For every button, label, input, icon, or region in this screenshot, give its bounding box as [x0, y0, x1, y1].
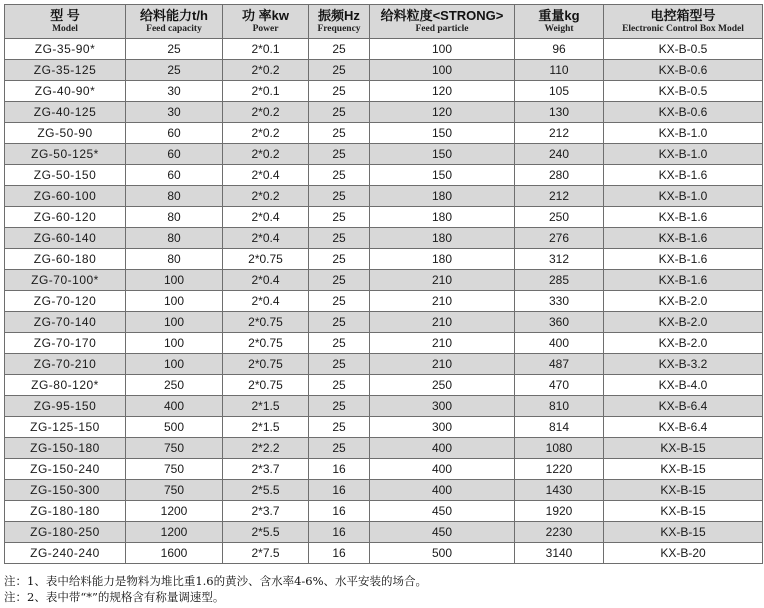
cell-power: 2*1.5 [223, 396, 309, 417]
header-weight-zh: 重量kg [538, 8, 580, 23]
cell-feed-particle: 450 [370, 522, 515, 543]
cell-weight: 105 [515, 81, 604, 102]
cell-model: ZG-180-250 [5, 522, 126, 543]
cell-power: 2*0.75 [223, 312, 309, 333]
cell-feed-particle: 120 [370, 102, 515, 123]
cell-feed-particle: 210 [370, 270, 515, 291]
cell-control-box-model: KX-B-15 [604, 459, 763, 480]
header-feed-capacity-en: Feed capacity [146, 24, 202, 34]
table-row [5, 165, 763, 186]
cell-frequency: 25 [309, 60, 370, 81]
table-row [5, 375, 763, 396]
cell-feed-particle: 180 [370, 207, 515, 228]
table-row [5, 354, 763, 375]
footnote-1: 注：1、表中给料能力是物料为堆比重1.6的黄沙、含水率4-6%、水平安装的场合。 [4, 574, 428, 588]
cell-frequency: 25 [309, 249, 370, 270]
header-row [5, 5, 763, 39]
cell-model: ZG-50-90 [5, 123, 126, 144]
cell-model: ZG-150-240 [5, 459, 126, 480]
cell-power: 2*5.5 [223, 480, 309, 501]
cell-model: ZG-35-125 [5, 60, 126, 81]
cell-feed-capacity: 80 [126, 207, 223, 228]
cell-power: 2*3.7 [223, 459, 309, 480]
cell-weight: 110 [515, 60, 604, 81]
cell-control-box-model: KX-B-3.2 [604, 354, 763, 375]
cell-power: 2*0.75 [223, 249, 309, 270]
cell-frequency: 25 [309, 291, 370, 312]
cell-feed-particle: 150 [370, 165, 515, 186]
cell-model: ZG-70-120 [5, 291, 126, 312]
cell-control-box-model: KX-B-1.0 [604, 123, 763, 144]
footnote-2: 注：2、表中带“*”的规格含有称量调速型。 [4, 590, 225, 604]
cell-frequency: 25 [309, 144, 370, 165]
header-model [5, 5, 126, 39]
cell-weight: 130 [515, 102, 604, 123]
cell-weight: 470 [515, 375, 604, 396]
cell-model: ZG-60-120 [5, 207, 126, 228]
cell-feed-capacity: 500 [126, 417, 223, 438]
cell-model: ZG-50-125* [5, 144, 126, 165]
cell-model: ZG-70-140 [5, 312, 126, 333]
cell-control-box-model: KX-B-15 [604, 480, 763, 501]
header-power-en: Power [252, 24, 279, 34]
header-feed-particle [370, 5, 515, 39]
cell-feed-capacity: 25 [126, 39, 223, 60]
header-feed-capacity [126, 5, 223, 39]
cell-weight: 96 [515, 39, 604, 60]
cell-frequency: 16 [309, 501, 370, 522]
cell-feed-capacity: 100 [126, 354, 223, 375]
cell-power: 2*0.4 [223, 207, 309, 228]
cell-model: ZG-60-180 [5, 249, 126, 270]
cell-model: ZG-35-90* [5, 39, 126, 60]
table-row [5, 417, 763, 438]
cell-control-box-model: KX-B-15 [604, 522, 763, 543]
cell-weight: 3140 [515, 543, 604, 564]
table-row [5, 396, 763, 417]
header-feed-capacity-zh: 给料能力t/h [140, 8, 208, 23]
cell-power: 2*0.4 [223, 165, 309, 186]
cell-control-box-model: KX-B-0.5 [604, 39, 763, 60]
cell-weight: 360 [515, 312, 604, 333]
cell-weight: 330 [515, 291, 604, 312]
header-weight-en: Weight [544, 24, 574, 34]
cell-weight: 810 [515, 396, 604, 417]
header-weight [515, 5, 604, 39]
cell-feed-capacity: 1200 [126, 522, 223, 543]
cell-frequency: 25 [309, 123, 370, 144]
cell-control-box-model: KX-B-1.6 [604, 207, 763, 228]
cell-frequency: 25 [309, 333, 370, 354]
header-frequency-zh: 振频Hz [318, 8, 360, 23]
cell-control-box-model: KX-B-6.4 [604, 417, 763, 438]
cell-model: ZG-150-300 [5, 480, 126, 501]
cell-feed-capacity: 750 [126, 480, 223, 501]
cell-feed-particle: 250 [370, 375, 515, 396]
cell-feed-capacity: 250 [126, 375, 223, 396]
cell-weight: 2230 [515, 522, 604, 543]
cell-frequency: 25 [309, 39, 370, 60]
table-row [5, 144, 763, 165]
cell-weight: 240 [515, 144, 604, 165]
cell-frequency: 16 [309, 480, 370, 501]
table-row [5, 123, 763, 144]
cell-feed-capacity: 100 [126, 270, 223, 291]
cell-control-box-model: KX-B-4.0 [604, 375, 763, 396]
table-row [5, 438, 763, 459]
cell-feed-capacity: 80 [126, 186, 223, 207]
cell-feed-capacity: 60 [126, 123, 223, 144]
cell-power: 2*2.2 [223, 438, 309, 459]
header-power [223, 5, 309, 39]
cell-power: 2*0.75 [223, 333, 309, 354]
header-feed-particle-zh: 给料粒度<STRONG> [380, 8, 504, 23]
cell-feed-particle: 300 [370, 417, 515, 438]
cell-model: ZG-70-100* [5, 270, 126, 291]
cell-control-box-model: KX-B-2.0 [604, 291, 763, 312]
table-row [5, 81, 763, 102]
cell-model: ZG-50-150 [5, 165, 126, 186]
cell-model: ZG-95-150 [5, 396, 126, 417]
cell-model: ZG-150-180 [5, 438, 126, 459]
header-feed-particle-en: Feed particle [415, 24, 469, 34]
cell-feed-particle: 450 [370, 501, 515, 522]
cell-weight: 285 [515, 270, 604, 291]
table-row [5, 543, 763, 564]
cell-feed-capacity: 30 [126, 81, 223, 102]
cell-feed-particle: 180 [370, 186, 515, 207]
cell-control-box-model: KX-B-2.0 [604, 312, 763, 333]
cell-frequency: 25 [309, 396, 370, 417]
cell-control-box-model: KX-B-1.6 [604, 270, 763, 291]
cell-frequency: 25 [309, 312, 370, 333]
cell-weight: 212 [515, 186, 604, 207]
spec-table [4, 4, 763, 564]
cell-frequency: 16 [309, 459, 370, 480]
cell-power: 2*0.2 [223, 186, 309, 207]
cell-model: ZG-70-170 [5, 333, 126, 354]
cell-feed-particle: 120 [370, 81, 515, 102]
footnotes [4, 573, 760, 605]
cell-feed-particle: 300 [370, 396, 515, 417]
cell-feed-capacity: 1200 [126, 501, 223, 522]
cell-weight: 1430 [515, 480, 604, 501]
cell-weight: 1220 [515, 459, 604, 480]
cell-frequency: 25 [309, 228, 370, 249]
cell-feed-particle: 210 [370, 333, 515, 354]
cell-power: 2*0.4 [223, 270, 309, 291]
cell-feed-capacity: 1600 [126, 543, 223, 564]
cell-model: ZG-40-90* [5, 81, 126, 102]
cell-feed-capacity: 60 [126, 165, 223, 186]
cell-control-box-model: KX-B-15 [604, 501, 763, 522]
cell-power: 2*0.1 [223, 39, 309, 60]
header-model-zh: 型 号 [50, 8, 80, 23]
cell-model: ZG-240-240 [5, 543, 126, 564]
cell-feed-capacity: 400 [126, 396, 223, 417]
cell-feed-capacity: 30 [126, 102, 223, 123]
cell-power: 2*7.5 [223, 543, 309, 564]
cell-model: ZG-70-210 [5, 354, 126, 375]
cell-control-box-model: KX-B-1.6 [604, 228, 763, 249]
table-row [5, 312, 763, 333]
cell-feed-particle: 150 [370, 123, 515, 144]
cell-feed-particle: 180 [370, 228, 515, 249]
table-row [5, 480, 763, 501]
table-row [5, 270, 763, 291]
cell-power: 2*0.75 [223, 354, 309, 375]
table-row [5, 291, 763, 312]
cell-control-box-model: KX-B-15 [604, 438, 763, 459]
cell-frequency: 25 [309, 207, 370, 228]
table-row [5, 249, 763, 270]
cell-feed-particle: 210 [370, 312, 515, 333]
cell-control-box-model: KX-B-1.6 [604, 165, 763, 186]
cell-frequency: 25 [309, 81, 370, 102]
cell-frequency: 16 [309, 543, 370, 564]
cell-feed-capacity: 100 [126, 312, 223, 333]
cell-feed-capacity: 25 [126, 60, 223, 81]
cell-control-box-model: KX-B-1.6 [604, 249, 763, 270]
table-row [5, 39, 763, 60]
cell-power: 2*0.75 [223, 375, 309, 396]
cell-feed-particle: 210 [370, 354, 515, 375]
header-model-en: Model [52, 24, 78, 34]
cell-feed-capacity: 100 [126, 291, 223, 312]
cell-feed-particle: 500 [370, 543, 515, 564]
cell-frequency: 25 [309, 438, 370, 459]
cell-model: ZG-180-180 [5, 501, 126, 522]
cell-weight: 312 [515, 249, 604, 270]
header-power-zh: 功 率kw [242, 8, 289, 23]
cell-frequency: 25 [309, 417, 370, 438]
cell-power: 2*0.4 [223, 291, 309, 312]
cell-model: ZG-80-120* [5, 375, 126, 396]
cell-power: 2*0.1 [223, 81, 309, 102]
cell-weight: 487 [515, 354, 604, 375]
cell-control-box-model: KX-B-2.0 [604, 333, 763, 354]
table-header [5, 5, 763, 39]
cell-feed-particle: 150 [370, 144, 515, 165]
table-row [5, 102, 763, 123]
cell-control-box-model: KX-B-6.4 [604, 396, 763, 417]
cell-control-box-model: KX-B-20 [604, 543, 763, 564]
cell-power: 2*3.7 [223, 501, 309, 522]
cell-frequency: 25 [309, 186, 370, 207]
cell-feed-capacity: 80 [126, 228, 223, 249]
cell-weight: 212 [515, 123, 604, 144]
cell-frequency: 25 [309, 165, 370, 186]
cell-control-box-model: KX-B-0.5 [604, 81, 763, 102]
cell-weight: 250 [515, 207, 604, 228]
cell-frequency: 25 [309, 354, 370, 375]
cell-model: ZG-60-100 [5, 186, 126, 207]
header-frequency-en: Frequency [317, 24, 361, 34]
table-body [5, 39, 763, 564]
cell-feed-capacity: 60 [126, 144, 223, 165]
cell-model: ZG-60-140 [5, 228, 126, 249]
cell-control-box-model: KX-B-0.6 [604, 60, 763, 81]
table-row [5, 228, 763, 249]
cell-weight: 814 [515, 417, 604, 438]
table-row [5, 207, 763, 228]
cell-feed-particle: 100 [370, 60, 515, 81]
cell-weight: 1080 [515, 438, 604, 459]
cell-control-box-model: KX-B-1.0 [604, 186, 763, 207]
cell-model: ZG-125-150 [5, 417, 126, 438]
cell-feed-particle: 400 [370, 459, 515, 480]
cell-feed-capacity: 750 [126, 459, 223, 480]
header-control-box-model-zh: 电控箱型号 [650, 8, 716, 23]
cell-feed-capacity: 80 [126, 249, 223, 270]
table-row [5, 186, 763, 207]
table-row [5, 459, 763, 480]
table-row [5, 333, 763, 354]
table-row [5, 501, 763, 522]
header-control-box-model-en: Electronic Control Box Model [622, 24, 744, 34]
cell-frequency: 16 [309, 522, 370, 543]
cell-feed-capacity: 100 [126, 333, 223, 354]
table-row [5, 522, 763, 543]
cell-weight: 400 [515, 333, 604, 354]
cell-power: 2*0.2 [223, 60, 309, 81]
cell-power: 2*0.2 [223, 144, 309, 165]
cell-power: 2*0.4 [223, 228, 309, 249]
cell-model: ZG-40-125 [5, 102, 126, 123]
cell-control-box-model: KX-B-0.6 [604, 102, 763, 123]
cell-power: 2*1.5 [223, 417, 309, 438]
cell-feed-particle: 180 [370, 249, 515, 270]
cell-frequency: 25 [309, 270, 370, 291]
header-frequency [309, 5, 370, 39]
cell-frequency: 25 [309, 102, 370, 123]
table-row [5, 60, 763, 81]
cell-feed-particle: 400 [370, 438, 515, 459]
cell-power: 2*5.5 [223, 522, 309, 543]
cell-weight: 280 [515, 165, 604, 186]
cell-feed-particle: 100 [370, 39, 515, 60]
cell-power: 2*0.2 [223, 123, 309, 144]
cell-power: 2*0.2 [223, 102, 309, 123]
cell-frequency: 25 [309, 375, 370, 396]
cell-weight: 1920 [515, 501, 604, 522]
cell-control-box-model: KX-B-1.0 [604, 144, 763, 165]
cell-feed-capacity: 750 [126, 438, 223, 459]
cell-feed-particle: 400 [370, 480, 515, 501]
header-control-box-model [604, 5, 763, 39]
cell-feed-particle: 210 [370, 291, 515, 312]
cell-weight: 276 [515, 228, 604, 249]
